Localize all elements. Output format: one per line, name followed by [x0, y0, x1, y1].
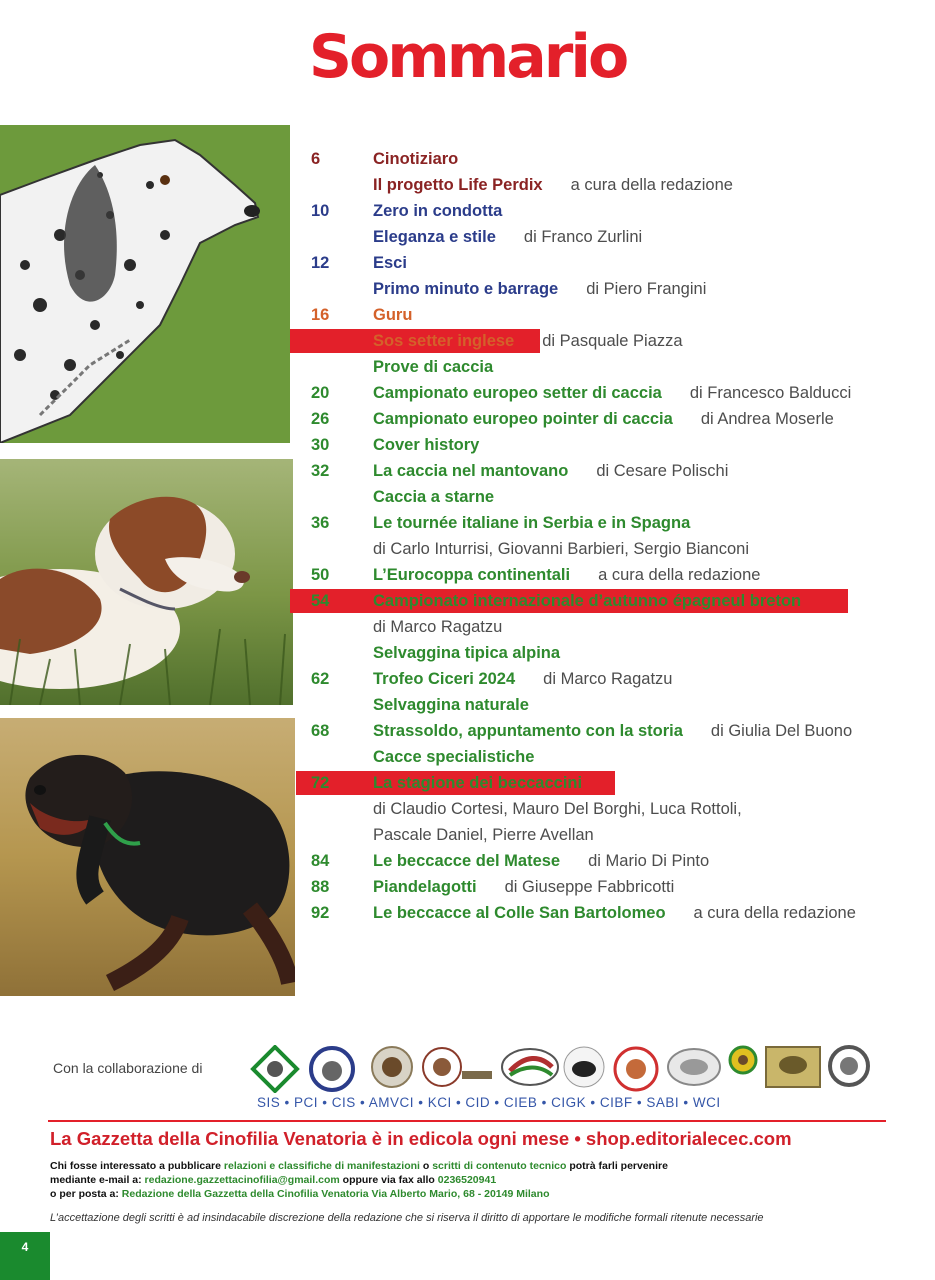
- editorial-note: L’accettazione degli scritti è ad insindacabile discrezione della redazione che si riserva il diritto di apportare le modifiche formali ritenute necessarie: [50, 1212, 764, 1224]
- toc-title-block: [373, 536, 749, 562]
- toc-entry[interactable]: [0, 380, 935, 406]
- toc-author: di Marco Ragatzu: [543, 670, 673, 688]
- toc-author: di Mario Di Pinto: [588, 852, 710, 870]
- toc-title: Selvaggina tipica alpina: [373, 644, 561, 662]
- page-number: 4: [21, 1240, 29, 1254]
- toc-title: Esci: [373, 254, 407, 272]
- toc-author: di Andrea Moserle: [700, 410, 834, 428]
- toc-page-number: 68: [311, 722, 330, 740]
- toc-author: di Francesco Balducci: [689, 384, 852, 402]
- toc-title-block: [373, 432, 507, 458]
- toc-title: Cacce specialistiche: [373, 748, 535, 766]
- toc-title: Prove di caccia: [373, 358, 494, 376]
- toc-author: di Giulia Del Buono: [710, 722, 853, 740]
- toc-title: Caccia a starne: [373, 488, 495, 506]
- toc-title-block: [373, 328, 683, 354]
- toc-title-block: [373, 822, 594, 848]
- toc-author: di Carlo Inturrisi, Giovanni Barbieri, Sergio Bianconi: [373, 540, 750, 558]
- toc-author: di Pasquale Piazza: [542, 332, 683, 350]
- toc-author: a cura della redazione: [693, 904, 856, 922]
- toc-title-block: [373, 874, 674, 900]
- toc-entry[interactable]: [0, 432, 935, 458]
- toc-entry[interactable]: [0, 588, 935, 614]
- table-of-contents: [0, 146, 935, 926]
- toc-page-number: 32: [311, 462, 330, 480]
- association-logos: [250, 1045, 870, 1093]
- toc-entry[interactable]: [0, 328, 935, 354]
- toc-title: Selvaggina naturale: [373, 696, 529, 714]
- toc-page-number: 20: [311, 384, 330, 402]
- toc-title-block: [373, 198, 530, 224]
- toc-title: Il progetto Life Perdix: [373, 176, 543, 194]
- toc-entry[interactable]: [0, 354, 935, 380]
- toc-title-block: [373, 484, 522, 510]
- toc-entry[interactable]: [0, 172, 935, 198]
- toc-page-number: 6: [311, 150, 321, 168]
- submission-info-line3: o per posta a: Redazione della Gazzetta della Cinofilia Venatoria Via Alberto Mario, 68 - 20149 Milano: [50, 1188, 550, 1200]
- toc-page-number: 10: [311, 202, 330, 220]
- toc-title-block: [373, 302, 440, 328]
- toc-entry[interactable]: [0, 718, 935, 744]
- cigk-logo-icon: [666, 1045, 722, 1089]
- toc-entry[interactable]: [0, 406, 935, 432]
- toc-page-number: 16: [311, 306, 330, 324]
- toc-entry[interactable]: [0, 822, 935, 848]
- toc-title-block: [373, 224, 642, 250]
- toc-entry[interactable]: [0, 458, 935, 484]
- toc-page-number: 54: [311, 592, 330, 610]
- toc-title-block: [373, 406, 834, 432]
- page-title: Sommario: [308, 22, 627, 92]
- toc-author: Pascale Daniel, Pierre Avellan: [373, 826, 594, 844]
- toc-entry[interactable]: [0, 640, 935, 666]
- collaboration-label: Con la collaborazione di: [53, 1060, 203, 1076]
- toc-page-number: 62: [311, 670, 330, 688]
- email-link[interactable]: redazione.gazzettacinofilia@gmail.com: [144, 1174, 340, 1186]
- cis-logo-icon: [370, 1045, 414, 1089]
- toc-entry[interactable]: [0, 536, 935, 562]
- toc-entry[interactable]: [0, 510, 935, 536]
- pci-logo-icon: [308, 1045, 356, 1093]
- toc-title-block: [373, 640, 588, 666]
- kci-logo-icon: [500, 1045, 560, 1089]
- toc-title: Cinotiziaro: [373, 150, 459, 168]
- toc-title-block: [373, 146, 486, 172]
- toc-title: Le beccacce al Colle San Bartolomeo: [373, 904, 666, 922]
- toc-title: Sos setter inglese: [373, 332, 515, 350]
- toc-author: di Marco Ragatzu: [373, 618, 503, 636]
- submission-info-line2: mediante e-mail a: redazione.gazzettacinofilia@gmail.com oppure via fax allo 0236520941: [50, 1174, 497, 1186]
- toc-page-number: 36: [311, 514, 330, 532]
- toc-entry[interactable]: [0, 848, 935, 874]
- toc-author: di Giuseppe Fabbricotti: [504, 878, 675, 896]
- toc-title-block: [373, 744, 562, 770]
- sabi-logo-icon: [764, 1045, 822, 1089]
- amvci-logo-icon: [422, 1045, 492, 1089]
- toc-title: Le beccacce del Matese: [373, 852, 561, 870]
- toc-title: Campionato internazionale d’autunno épagneul breton: [373, 592, 802, 610]
- toc-title-block: [373, 796, 742, 822]
- toc-entry[interactable]: [0, 224, 935, 250]
- toc-page-number: 88: [311, 878, 330, 896]
- toc-title-block: [373, 900, 856, 926]
- toc-title: Piandelagotti: [373, 878, 477, 896]
- toc-title: Cover history: [373, 436, 480, 454]
- toc-title-block: [373, 718, 852, 744]
- toc-title: Le tournée italiane in Serbia e in Spagna: [373, 514, 691, 532]
- sis-logo-icon: [250, 1045, 300, 1093]
- divider: [48, 1120, 886, 1122]
- toc-page-number: 92: [311, 904, 330, 922]
- toc-title: Campionato europeo pointer di caccia: [373, 410, 673, 428]
- toc-title: Eleganza e stile: [373, 228, 496, 246]
- toc-title-block: [373, 692, 557, 718]
- toc-author: a cura della redazione: [598, 566, 761, 584]
- toc-author: di Franco Zurlini: [523, 228, 643, 246]
- toc-title: Guru: [373, 306, 413, 324]
- toc-entry[interactable]: [0, 692, 935, 718]
- toc-entry[interactable]: [0, 770, 935, 796]
- toc-entry[interactable]: [0, 562, 935, 588]
- toc-entry[interactable]: [0, 796, 935, 822]
- toc-page-number: 84: [311, 852, 330, 870]
- cibf-logo-icon: [728, 1045, 758, 1075]
- toc-entry[interactable]: [0, 744, 935, 770]
- toc-entry[interactable]: [0, 198, 935, 224]
- toc-title-block: [373, 848, 709, 874]
- toc-entry[interactable]: [0, 250, 935, 276]
- cid-logo-icon: [562, 1045, 606, 1089]
- toc-title: La caccia nel mantovano: [373, 462, 569, 480]
- toc-title-block: [373, 614, 502, 640]
- toc-title-block: [373, 354, 521, 380]
- toc-author: a cura della redazione: [570, 176, 733, 194]
- toc-title-block: [373, 510, 718, 536]
- toc-entry[interactable]: [0, 302, 935, 328]
- toc-entry[interactable]: [0, 484, 935, 510]
- toc-title-block: [373, 666, 672, 692]
- toc-page-number: 12: [311, 254, 330, 272]
- toc-author: di Cesare Polischi: [596, 462, 729, 480]
- toc-page-number: 26: [311, 410, 330, 428]
- toc-title-block: [373, 588, 829, 614]
- toc-entry[interactable]: [0, 666, 935, 692]
- toc-entry[interactable]: [0, 900, 935, 926]
- magazine-banner: La Gazzetta della Cinofilia Venatoria è in edicola ogni mese • shop.editorialecec.com: [50, 1128, 792, 1149]
- toc-title: L’Eurocoppa continentali: [373, 566, 571, 584]
- toc-title: Campionato europeo setter di caccia: [373, 384, 662, 402]
- toc-title: Primo minuto e barrage: [373, 280, 559, 298]
- toc-title-block: [373, 380, 851, 406]
- toc-title: La stagione dei beccaccini: [373, 774, 583, 792]
- toc-title-block: [373, 172, 733, 198]
- toc-entry[interactable]: [0, 874, 935, 900]
- toc-page-number: 50: [311, 566, 330, 584]
- wci-logo-icon: [828, 1045, 870, 1087]
- cieb-logo-icon: [612, 1045, 660, 1093]
- toc-author: di Piero Frangini: [586, 280, 707, 298]
- toc-entry[interactable]: [0, 146, 935, 172]
- toc-title-block: [373, 562, 760, 588]
- toc-title: Zero in condotta: [373, 202, 503, 220]
- toc-page-number: 30: [311, 436, 330, 454]
- toc-author: di Claudio Cortesi, Mauro Del Borghi, Luca Rottoli,: [373, 800, 742, 818]
- toc-page-number: 72: [311, 774, 330, 792]
- toc-entry[interactable]: [0, 276, 935, 302]
- toc-title-block: [373, 276, 706, 302]
- submission-info-line1: Chi fosse interessato a pubblicare relazioni e classifiche di manifestazioni o scritti di contenuto tecnico potrà farli pervenire: [50, 1160, 668, 1172]
- toc-title-block: [373, 458, 728, 484]
- toc-title: Strassoldo, appuntamento con la storia: [373, 722, 683, 740]
- toc-entry[interactable]: [0, 614, 935, 640]
- toc-title: Trofeo Ciceri 2024: [373, 670, 516, 688]
- toc-title-block: [373, 770, 610, 796]
- logos-caption: SIS • PCI • CIS • AMVCI • KCI • CID • CIEB • CIGK • CIBF • SABI • WCI: [257, 1095, 721, 1110]
- toc-title-block: [373, 250, 435, 276]
